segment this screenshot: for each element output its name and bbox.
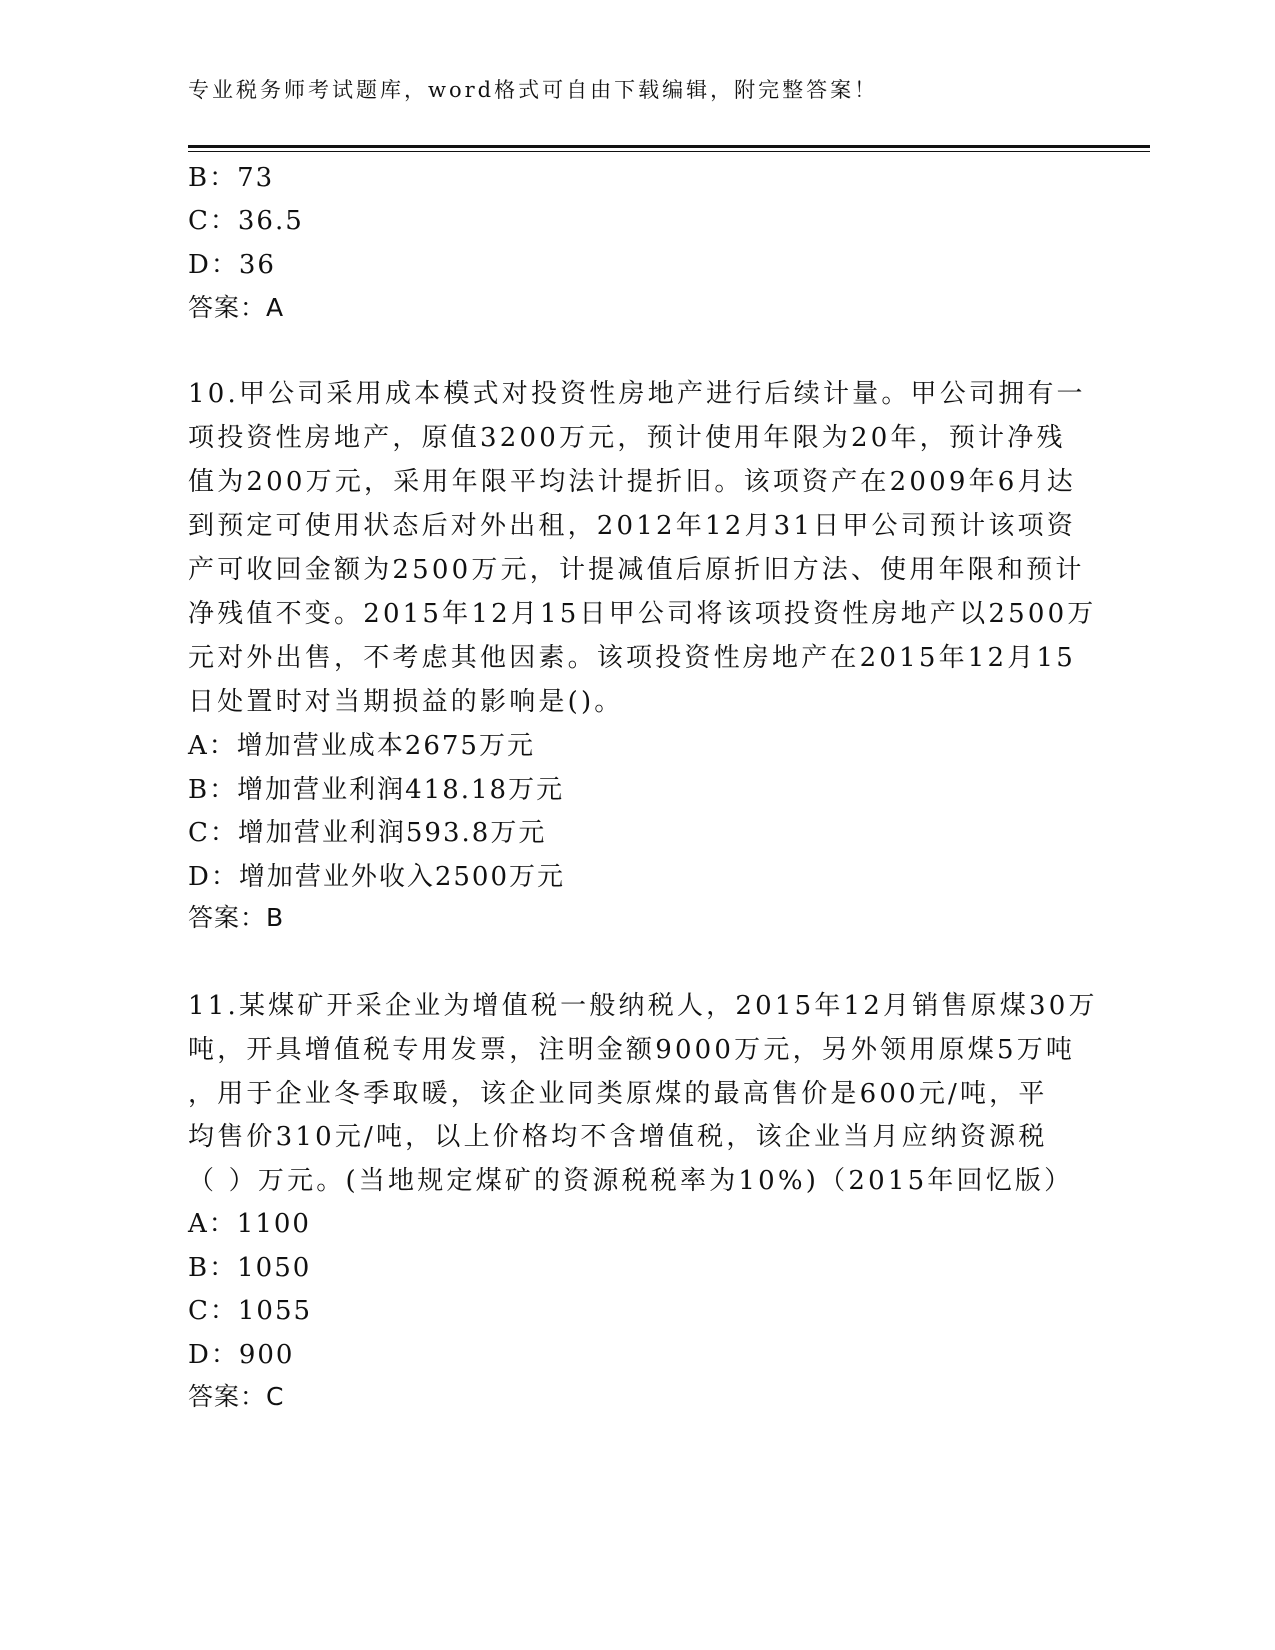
q10-line-1: 10.甲公司采用成本模式对投资性房地产进行后续计量。甲公司拥有一 <box>188 379 1086 409</box>
q11-line-2: 吨，开具增值税专用发票，注明金额9000万元，另外领用原煤5万吨 <box>188 1035 1076 1065</box>
q10-line-5: 产可收回金额为2500万元，计提减值后原折旧方法、使用年限和预计 <box>188 555 1085 585</box>
q10-option-d: D：增加营业外收入2500万元 <box>188 862 566 892</box>
page-header: 专业税务师考试题库，word格式可自由下载编辑，附完整答案！ <box>188 78 879 102</box>
q11-line-4: 均售价310元/吨，以上价格均不含增值税，该企业当月应纳资源税 <box>188 1122 1048 1152</box>
q11-line-5: （ ）万元。(当地规定煤矿的资源税税率为10%)（2015年回忆版） <box>188 1166 1074 1196</box>
q10-line-8: 日处置时对当期损益的影响是()。 <box>188 687 624 717</box>
q10-line-6: 净残值不变。2015年12月15日甲公司将该项投资性房地产以2500万 <box>188 599 1097 629</box>
q11-line-3: ，用于企业冬季取暖，该企业同类原煤的最高售价是600元/吨，平 <box>188 1079 1048 1109</box>
q10-answer: 答案：B <box>188 903 285 932</box>
header-rule-thin <box>188 151 1150 152</box>
q10-line-7: 元对外出售，不考虑其他因素。该项投资性房地产在2015年12月15 <box>188 643 1076 673</box>
prev-answer: 答案：A <box>188 293 285 322</box>
q11-option-b: B：1050 <box>188 1253 312 1283</box>
q10-option-b: B：增加营业利润418.18万元 <box>188 775 565 805</box>
q11-answer: 答案：C <box>188 1382 285 1411</box>
q11-option-d: D：900 <box>188 1340 295 1370</box>
q10-option-c: C：增加营业利润593.8万元 <box>188 818 547 848</box>
q10-line-4: 到预定可使用状态后对外出租，2012年12月31日甲公司预计该项资 <box>188 511 1076 541</box>
q10-line-3: 值为200万元，采用年限平均法计提折旧。该项资产在2009年6月达 <box>188 467 1076 497</box>
q10-line-2: 项投资性房地产，原值3200万元，预计使用年限为20年，预计净残 <box>188 423 1066 453</box>
q11-option-a: A：1100 <box>188 1209 311 1239</box>
header-rule-thick <box>188 145 1150 148</box>
q10-option-a: A：增加营业成本2675万元 <box>188 731 535 761</box>
q11-option-c: C：1055 <box>188 1296 313 1326</box>
prev-option-d: D：36 <box>188 250 276 280</box>
prev-option-b: B：73 <box>188 163 275 193</box>
prev-option-c: C：36.5 <box>188 206 304 236</box>
q11-line-1: 11.某煤矿开采企业为增值税一般纳税人，2015年12月销售原煤30万 <box>188 991 1098 1021</box>
